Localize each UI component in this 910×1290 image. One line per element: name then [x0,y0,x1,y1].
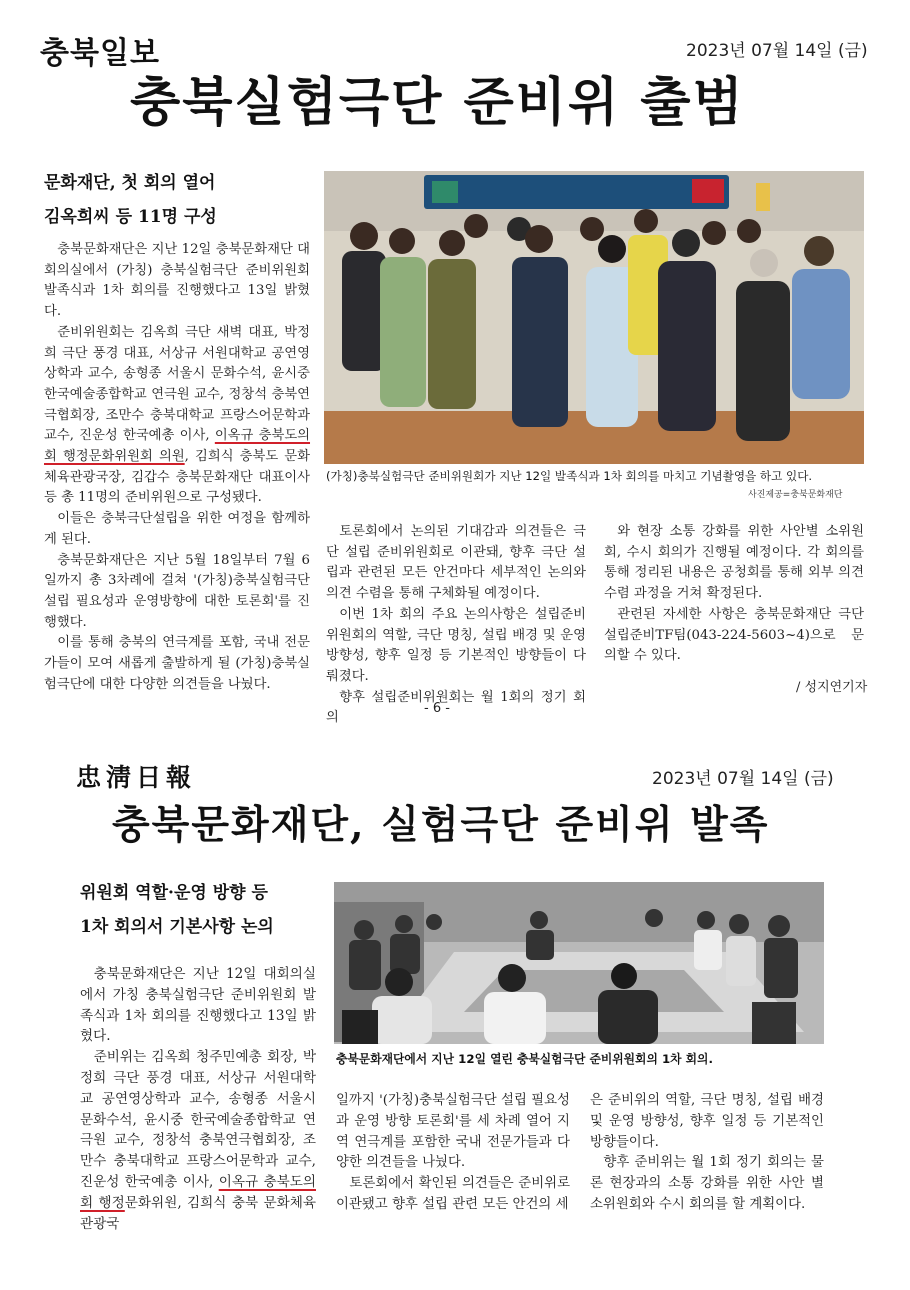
publish-date: 2023년 07월 14일 (금) [686,41,868,61]
photo-caption-2: 충북문화재단에서 지난 12일 열린 충북실험극단 준비위원회의 1차 회의. [336,1052,713,1066]
photo-credit: 사진제공=충북문화재단 [748,490,843,500]
photo-caption: (가칭)충북실험극단 준비위원회가 지난 12일 발족식과 1차 회의를 마치고 기념촬영을 하고 있다. [326,469,813,483]
article2-column-1: 충북문화재단은 지난 12일 대회의실에서 가칭 충북실험극단 준비위원회 발족식과 1차 회의를 진행했다고 13일 밝혔다. 준비위는 김옥희 청주민예총 회장, 박정희 극단 풍경 대표, 서상규 서원대학교 공연영상학과 교수, 송형종 서울시 문화수석, 윤시중 한국예술종합학교 연극원 교수, 정창석 충북연극협회장, 조만수 충북대학교 프랑스어문학과 교수, 진운성 한국예총 이사, 이옥규 충북도의회 행정문화위원, 김희식 충북 문화체육관광국 [80,966,317,1232]
headline: 충북실험극단 준비위 출범 [130,73,745,133]
meeting-photo [334,882,824,1044]
group-photo [324,171,864,464]
publish-date-2: 2023년 07월 14일 (금) [652,769,834,789]
article2-column-2: 일까지 '(가칭)충북실험극단 설립 필요성과 운영 방향 토론회'를 세 차례 열어 지역 연극계를 포함한 국내 전문가들과 다양한 의견들을 나눴다. 토론회에서 확인된 의견들은 준비위로 이관됐고 향후 설립 관련 모든 안건의 세 [336,1093,570,1212]
article1-column-2: 토론회에서 논의된 기대감과 의견들은 극단 설립 준비위원회로 이관돼, 향후 극단 설립과 관련된 모든 안건마다 세부적인 논의와 의견 수렴을 통해 구체화될 예정이다. 이번 1차 회의 주요 논의사항은 설립준비위원회의 역할, 극단 명칭, 설립 배경 및 운영 방향성, 향후 일정 등 기본적인 방향들이 다뤄졌다. 향후 설립준비위원회는 월 1회의 정기 회의 [326,524,586,726]
article2-column-3: 은 준비위의 역할, 극단 명칭, 설립 배경 및 운영 방향성, 향후 일정 등 기본적인 방향들이다. 향후 준비위는 월 1회 정기 회의는 물론 현장과의 소통 강화를 위한 사안 별 소위원회와 수시 회의를 할 계획이다. [590,1093,824,1212]
highlighted-name-2: 이옥규 충북도의회 행정 [80,1173,316,1211]
byline: / 성지연기자 [796,680,868,695]
subheadline-2: 위원회 역할·운영 방향 등 1차 회의서 기본사항 논의 [80,883,274,937]
meeting-photo-illustration [334,882,824,1044]
subheadline: 문화재단, 첫 회의 열어 김옥희씨 등 11명 구성 [44,173,217,227]
newspaper-name: 충북일보 [40,36,160,71]
highlighted-name: 이옥규 충북도의회 행정문화위원회 의원 [44,428,311,465]
article1-column-3: 와 현장 소통 강화를 위한 사안별 소위원회, 수시 회의가 진행될 예정이다. 각 회의를 통해 정리된 내용은 공청회를 통해 외부 의견 수렴 과정을 거쳐 확정된다. 관련된 자세한 사항은 충북문화재단 극단설립준비TF팀(043-224-5603~4)으로 문의할 수 있다. [604,524,864,664]
headline-2: 충북문화재단, 실험극단 준비위 발족 [112,802,770,848]
page-number: - 6 - [424,701,450,716]
newspaper-name-2: 忠淸日報 [76,763,197,792]
group-photo-illustration [324,171,864,464]
article1-column-1: 충북문화재단은 지난 12일 충북문화재단 대회의실에서 (가칭) 충북실험극단 준비위원회 발족식과 1차 회의를 진행했다고 13일 밝혔다. 준비위원회는 김옥희 극단 새벽 대표, 박정희 극단 풍경 대표, 서상규 서원대학교 공연영상학과 교수, 송형종 서울시 문화수석, 윤시중 한국예술종합학교 연극원 교수, 정창석 충북연극협회장, 조만수 충북대학교 프랑스어문학과 교수, 진운성 한국예총 이사, 이옥규 충북도의회 행정문화위원회 의원, 김희식 충북도 문화체육관광국장, 김갑수 충북문화재단 대표이사 등 총 11명의 준비위원으로 구성됐다. 이들은 충북극단설립을 위한 여정을 함께하게 된다. 충북문화재단은 지난 5월 18일부터 7월 6일까지 총 3차례에 걸쳐 '(가칭)충북실험극단 설립 필요성과 운영방향에 대한 토론회'를 진행했다. 이를 통해 충북의 연극계를 포함, 국내 전문가들이 모여 새롭게 출발하게 될 (가칭)충북실험극단에 대한 다양한 의견들을 나눴다. [44,242,311,692]
